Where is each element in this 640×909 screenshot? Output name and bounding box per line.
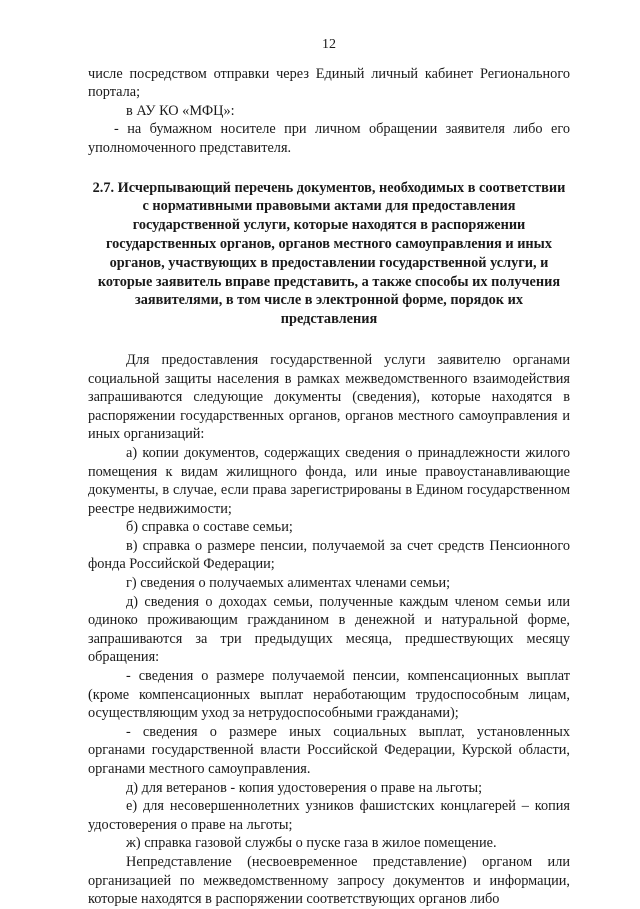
paragraph-paper-carrier: - на бумажном носителе при личном обращении заявителя либо его уполномоченного представителя. [88,121,570,156]
list-item-e: е) для несовершеннолетних узников фашистских концлагерей – копия удостоверения о праве на льготы; [88,798,570,833]
list-item-a: а) копии документов, содержащих сведения о принадлежности жилого помещения к видам жилищного фонда, или иные правоустанавливающие документы, в случае, если права зарегистрированы в Едином государственном реестре недвижимости; [88,444,570,517]
paragraph-nonsubmission: Непредставление (несвоевременное представление) органом или организацией по межведомственному запросу документов и информации, которые находятся в распоряжении соответствующих органов либо [88,853,570,908]
list-item-g: г) сведения о получаемых алиментах членами семьи; [126,575,451,592]
list-item-zh: ж) справка газовой службы о пуске газа в жилое помещение. [126,835,497,852]
page-number: 12 [322,37,336,52]
list-item-v: в) справка о размере пенсии, получаемой за счет средств Пенсионного фонда Российской Федерации; [88,537,570,573]
paragraph-mfc: в АУ КО «МФЦ»: [126,102,235,119]
list-item-d: д) сведения о доходах семьи, полученные каждым членом семьи или одиноко проживающим гражданином в денежной и натуральной форме, запрашиваются за три предыдущих месяца, предшествующих месяцу обращения: [88,593,570,666]
paragraph-intro: Для предоставления государственной услуги заявителю органами социальной защиты населения в рамках межведомственного взаимодействия запрашиваются следующие документы (сведения), которые находятся в распоряжении государственных органов, органов местного самоуправления и иных организаций: [88,351,570,443]
list-item-b: б) справка о составе семьи; [126,519,293,536]
list-subitem-social: - сведения о размере иных социальных выплат, установленных органами государственной власти Российской Федерации, Курской области, органами местного самоуправления. [88,723,570,777]
section-heading: 2.7. Исчерпывающий перечень документов, необходимых в соответствии с нормативными правовыми актами для предоставления государственной услуги, которые находятся в распоряжении государственных органов, органов местного самоуправления и иных органов, участвующих в предоставлении государственной услуги, и которые заявитель вправе представить, а также способы их получения заявителями, в том числе в электронной форме, порядок их представления [92,179,566,328]
list-item-veterans: д) для ветеранов - копия удостоверения о праве на льготы; [126,779,483,796]
paragraph-continuation: числе посредством отправки через Единый личный кабинет Регионального портала; [88,65,570,101]
list-subitem-pension: - сведения о размере получаемой пенсии, компенсационных выплат (кроме компенсационных выплат неработающим трудоспособным лицам, осуществляющим уход за нетрудоспособными гражданами); [88,668,570,722]
